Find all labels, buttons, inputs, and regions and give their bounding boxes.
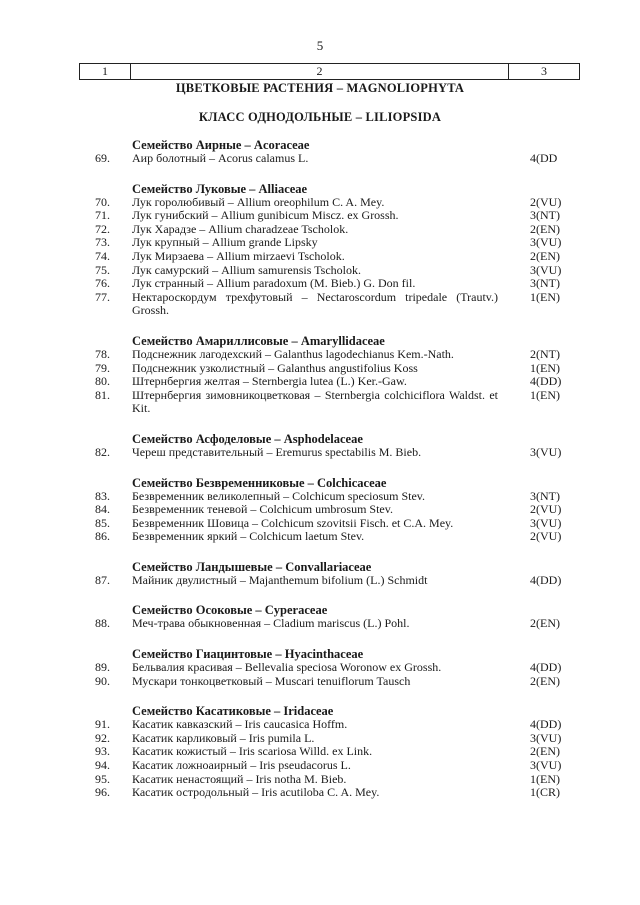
species-number: 77. (95, 289, 110, 304)
species-row (0, 291, 640, 318)
conservation-status: 1(EN) (530, 387, 560, 402)
species-row (0, 718, 640, 732)
conservation-status: 3(VU) (530, 235, 562, 250)
species-name: Аир болотный – Acorus calamus L. (132, 151, 309, 165)
species-number: 70. (95, 194, 110, 209)
conservation-status: 2(EN) (530, 673, 560, 688)
species-name: Безвременник теневой – Colchicum umbrosum Stev. (132, 502, 393, 517)
species-name: Подснежник лагодехский – Galanthus lagodechianus Kem.-Nath. (132, 346, 454, 361)
species-name: Нектароскордум трехфутовый – Nectaroscordum tripedale (Trautv.) Grossh. (132, 289, 498, 318)
species-name: Лук крупный – Allium grande Lipsky (132, 235, 318, 250)
species-row (0, 277, 640, 291)
species-row (0, 759, 640, 773)
species-row (0, 617, 640, 631)
species-name: Подснежник узколистный – Galanthus angustifolius Koss (132, 360, 418, 375)
species-number: 86. (95, 529, 110, 544)
species-number: 83. (95, 488, 110, 503)
species-name: Касатик кавказский – Iris caucasica Hoffm. (132, 717, 348, 732)
species-row (0, 530, 640, 544)
family-section (0, 334, 640, 416)
species-name: Мускари тонкоцветковый – Muscari tenuiflorum Tausch (132, 673, 411, 688)
species-number: 75. (95, 262, 110, 277)
species-row (0, 503, 640, 517)
species-name: Безвременник яркий – Colchicum laetum Stev. (132, 529, 365, 544)
species-row (0, 348, 640, 362)
species-number: 79. (95, 360, 110, 375)
species-name: Лук самурский – Allium samurensis Tscholok. (132, 262, 361, 277)
species-name: Лук Харадзе – Allium charadzeae Tscholok. (132, 221, 349, 236)
conservation-status: 1(EN) (530, 360, 560, 375)
species-number: 73. (95, 235, 110, 250)
species-name: Череш представительный – Eremurus spectabilis M. Bieb. (132, 444, 422, 459)
species-list (0, 138, 640, 816)
family-title: Семейство Осоковые – Cyperaceae (132, 603, 328, 618)
family-title: Семейство Безвременниковые – Colchicaceae (132, 475, 387, 490)
species-row (0, 264, 640, 278)
species-name: Лук Мирзаева – Allium mirzaevi Tscholok. (132, 248, 345, 263)
species-row (0, 389, 640, 416)
species-number: 71. (95, 208, 110, 223)
column-header-3: 3 (509, 64, 580, 80)
species-number: 81. (95, 387, 110, 402)
class-heading: КЛАСС ОДНОДОЛЬНЫЕ – LILIOPSIDA (198, 110, 442, 124)
species-number: 92. (95, 730, 110, 745)
species-name: Безвременник Шовица – Colchicum szovitsii Fisch. et C.A. Mey. (132, 515, 454, 530)
conservation-status: 4(DD) (530, 374, 562, 389)
conservation-status: 2(VU) (530, 529, 562, 544)
conservation-status: 3(VU) (530, 262, 562, 277)
family-section (0, 138, 640, 166)
family-section (0, 704, 640, 800)
species-number: 89. (95, 660, 110, 675)
conservation-status: 3(NT) (530, 276, 560, 291)
species-number: 78. (95, 346, 110, 361)
conservation-status: 1(EN) (530, 771, 560, 786)
species-row (0, 745, 640, 759)
family-title: Семейство Ландышевые – Convallariaceae (132, 559, 372, 574)
conservation-status: 1(EN) (530, 289, 560, 304)
species-name: Касатик карликовый – Iris pumila L. (132, 730, 315, 745)
species-row (0, 786, 640, 800)
family-title: Семейство Амариллисовые – Amaryllidaceae (132, 333, 385, 348)
species-name: Касатик ненастоящий – Iris notha M. Bieb. (132, 771, 347, 786)
species-number: 94. (95, 758, 110, 773)
species-row (0, 490, 640, 504)
species-name: Безвременник великолепный – Colchicum speciosum Stev. (132, 488, 426, 503)
column-header-1: 1 (80, 64, 131, 80)
species-number: 80. (95, 374, 110, 389)
species-row (0, 223, 640, 237)
species-name: Штернбергия зимовникоцветковая – Sternbergia colchiciflora Waldst. et Kit. (132, 387, 498, 416)
column-header-2: 2 (131, 64, 509, 80)
species-name: Бельвалия красивая – Bellevalia speciosa Woronow ex Grossh. (132, 660, 442, 675)
species-row (0, 362, 640, 376)
species-number: 88. (95, 616, 110, 631)
species-row (0, 446, 640, 460)
conservation-status: 4(DD) (530, 572, 562, 587)
species-name: Штернбергия желтая – Sternbergia lutea (L.) Ker.-Gaw. (132, 374, 407, 389)
conservation-status: 2(VU) (530, 502, 562, 517)
species-row (0, 517, 640, 531)
species-name: Касатик ложноаирный – Iris pseudacorus L. (132, 758, 351, 773)
species-row (0, 661, 640, 675)
conservation-status: 3(NT) (530, 488, 560, 503)
family-title: Семейство Луковые – Alliaceae (132, 181, 308, 196)
family-title: Семейство Асфоделовые – Asphodelaceae (132, 431, 363, 446)
species-number: 93. (95, 744, 110, 759)
species-number: 90. (95, 673, 110, 688)
species-row (0, 675, 640, 689)
conservation-status: 4(DD) (530, 660, 562, 675)
conservation-status: 2(NT) (530, 346, 560, 361)
species-row (0, 196, 640, 210)
species-name: Касатик остродольный – Iris acutiloba C. A. Mey. (132, 785, 380, 800)
page-number: 5 (316, 38, 324, 53)
species-number: 96. (95, 785, 110, 800)
species-name: Майник двулистный – Majanthemum bifolium (L.) Schmidt (132, 572, 428, 587)
conservation-status: 2(EN) (530, 616, 560, 631)
species-number: 87. (95, 572, 110, 587)
species-number: 85. (95, 515, 110, 530)
conservation-status: 3(NT) (530, 208, 560, 223)
conservation-status: 2(EN) (530, 744, 560, 759)
family-section (0, 647, 640, 688)
species-row (0, 574, 640, 588)
conservation-status: 3(VU) (530, 758, 562, 773)
species-row (0, 209, 640, 223)
conservation-status: 3(VU) (530, 730, 562, 745)
family-section (0, 476, 640, 544)
conservation-status: 2(EN) (530, 248, 560, 263)
species-name: Меч-трава обыкновенная – Cladium mariscus (L.) Pohl. (132, 616, 410, 631)
conservation-status: 2(VU) (530, 194, 562, 209)
species-number: 95. (95, 771, 110, 786)
species-number: 82. (95, 444, 110, 459)
family-section (0, 432, 640, 460)
conservation-status: 3(VU) (530, 515, 562, 530)
family-section (0, 182, 640, 318)
species-number: 69. (95, 151, 110, 165)
species-number: 84. (95, 502, 110, 517)
species-row (0, 375, 640, 389)
species-number: 76. (95, 276, 110, 291)
species-row (0, 236, 640, 250)
conservation-status: 1(CR) (530, 785, 560, 800)
family-title: Семейство Аирные – Acoraceae (132, 138, 310, 152)
species-number: 74. (95, 248, 110, 263)
species-row (0, 250, 640, 264)
conservation-status: 4(DD (530, 151, 558, 165)
species-number: 72. (95, 221, 110, 236)
species-name: Лук гунибский – Allium gunibicum Miscz. ex Grossh. (132, 208, 399, 223)
species-number: 91. (95, 717, 110, 732)
family-section (0, 560, 640, 588)
family-title: Семейство Гиацинтовые – Hyacinthaceae (132, 647, 364, 662)
family-title: Семейство Касатиковые – Iridaceae (132, 704, 334, 719)
species-row (0, 152, 640, 166)
species-row (0, 732, 640, 746)
family-section (0, 603, 640, 631)
species-name: Лук странный – Allium paradoxum (M. Bieb.) G. Don fil. (132, 276, 416, 291)
species-name: Лук горолюбивый – Allium oreophilum C. A. Mey. (132, 194, 385, 209)
column-header-table (79, 63, 580, 80)
conservation-status: 3(VU) (530, 444, 562, 459)
species-name: Касатик кожистый – Iris scariosa Willd. ex Link. (132, 744, 373, 759)
division-heading: ЦВЕТКОВЫЕ РАСТЕНИЯ – MAGNOLIOPHYTA (175, 81, 465, 95)
conservation-status: 4(DD) (530, 717, 562, 732)
species-row (0, 773, 640, 787)
conservation-status: 2(EN) (530, 221, 560, 236)
